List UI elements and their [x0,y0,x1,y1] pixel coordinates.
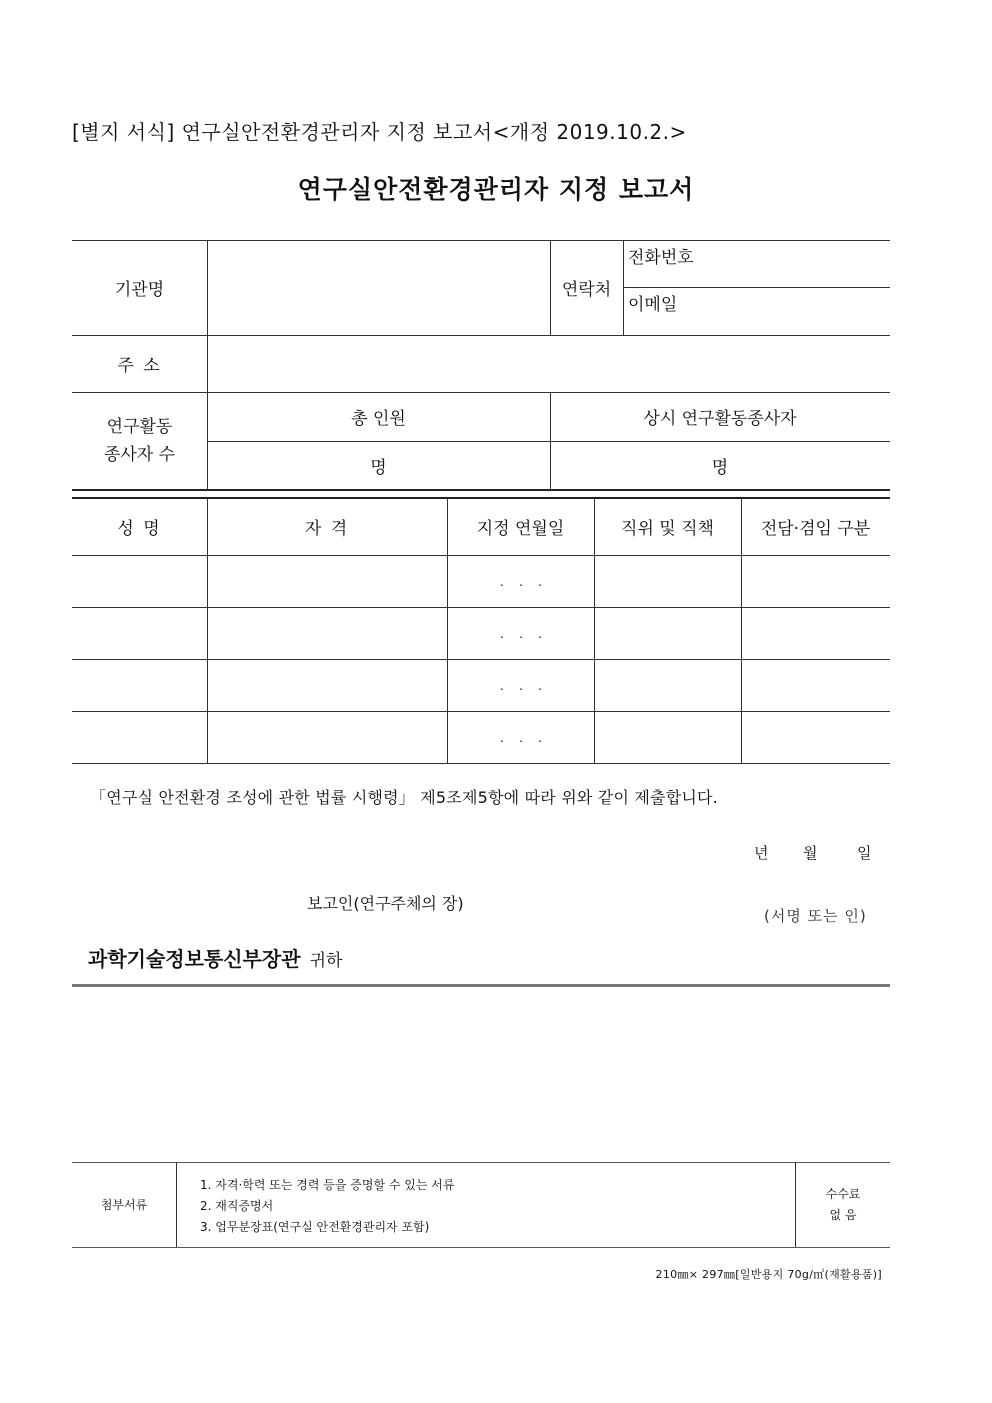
table-row-2-type[interactable] [742,608,890,659]
col-header-dedicated-concurrent: 전담·겸임 구분 [760,519,871,539]
workers-label [72,392,207,489]
recipient [88,943,342,972]
table-row-3-qualification[interactable] [208,660,447,711]
attachments-list [200,1175,454,1238]
table-row-2-qualification[interactable] [208,608,447,659]
fee-cell [796,1162,890,1247]
form-reference: [별지 서식] 연구실안전환경관리자 지정 보고서<개정 2019.10.2.> [72,120,687,144]
workers-label-line2: 종사자 수 [103,444,176,465]
fee-value: 없 음 [829,1207,857,1222]
table-row-3-name[interactable] [72,660,207,711]
address-field[interactable] [208,336,890,392]
signature-label[interactable]: (서명 또는 인) [764,907,867,925]
col-header-qualification: 자 격 [304,519,350,539]
total-workers-unit: 명 [370,458,387,478]
email-field[interactable] [624,288,890,335]
attachments-label: 첨부서류 [100,1198,148,1212]
table-row-4-name[interactable] [72,712,207,763]
legal-statement: 「연구실 안전환경 조성에 관한 법률 시행령」 제5조제5항에 따라 위와 같이 제출합니다. [90,788,718,807]
workers-label-line1: 연구활동 [106,416,173,437]
col-header-designation-date: 지정 연월일 [476,519,565,539]
org-name-field[interactable] [208,241,550,335]
phone-field[interactable] [624,241,890,287]
table-row-1-name[interactable] [72,556,207,607]
table-row-3-position[interactable] [595,660,741,711]
table-row-1-date[interactable] [448,556,594,607]
table-row-4-position[interactable] [595,712,741,763]
recipient-title: 과학기술정보통신부장관 [88,947,301,971]
table-row-1-type[interactable] [742,556,890,607]
table-row-1-qualification[interactable] [208,556,447,607]
org-name-label: 기관명 [114,280,165,300]
col-header-position: 직위 및 직책 [621,519,714,539]
phone-label: 전화번호 [628,248,694,268]
table-row-1-position[interactable] [595,556,741,607]
regular-workers-field[interactable] [550,442,890,489]
regular-workers-label: 상시 연구활동종사자 [643,409,797,429]
section-divider [72,984,890,987]
table-row-4-type[interactable] [742,712,890,763]
list-item: 3. 업무분장표(연구실 안전환경관리자 포함) [200,1220,430,1234]
list-item: 1. 자격·학력 또는 경력 등을 증명할 수 있는 서류 [200,1178,455,1192]
recipient-suffix: 귀하 [309,951,343,971]
date-dots: . . . [500,626,542,641]
address-label: 주 소 [117,356,162,376]
table-row-2-position[interactable] [595,608,741,659]
date-month: 월 [803,844,818,862]
page-title: 연구실안전환경관리자 지정 보고서 [297,175,695,204]
total-workers-field[interactable] [207,442,550,489]
table-row-2-date[interactable] [448,608,594,659]
contact-label: 연락처 [561,280,612,300]
date-dots: . . . [500,574,542,589]
paper-spec: 210㎜× 297㎜[일반용지 70g/㎡(재활용품)] [655,1268,882,1281]
email-label: 이메일 [628,295,678,315]
regular-workers-unit: 명 [711,458,729,478]
date-dots: . . . [500,678,542,693]
date-dots: . . . [500,730,542,745]
date-year: 년 [754,844,769,862]
table-row-3-type[interactable] [742,660,890,711]
col-header-name: 성 명 [117,519,162,539]
table-row-4-date[interactable] [448,712,594,763]
date-day: 일 [857,844,872,862]
fee-label: 수수료 [825,1186,861,1201]
table-row-4-qualification[interactable] [208,712,447,763]
total-workers-label: 총 인원 [351,409,406,429]
table-row-2-name[interactable] [72,608,207,659]
reporter-label: 보고인(연구주체의 장) [307,894,464,913]
list-item: 2. 재직증명서 [200,1199,274,1213]
table-row-3-date[interactable] [448,660,594,711]
